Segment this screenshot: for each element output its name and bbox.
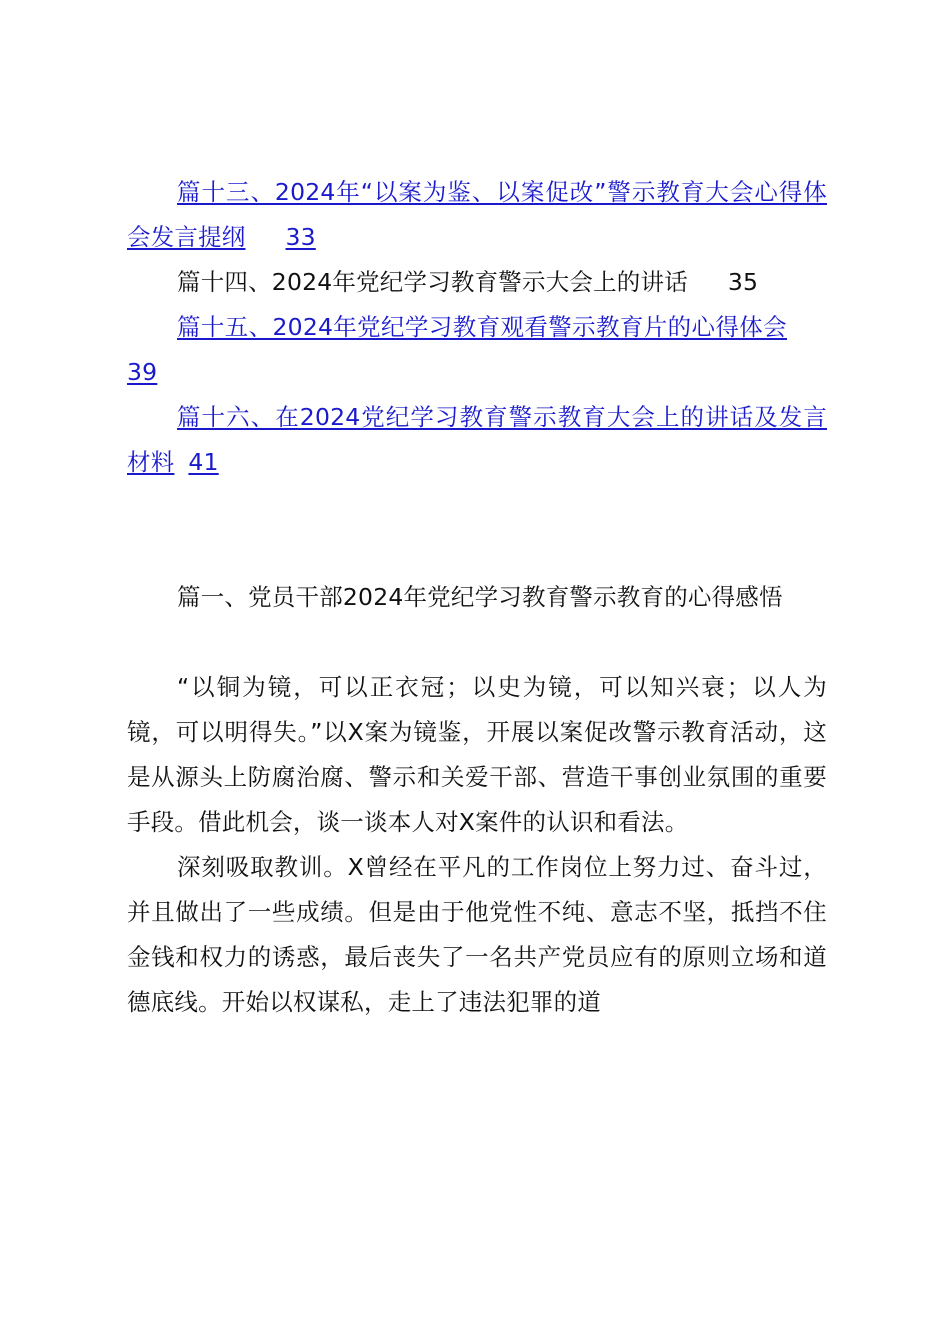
toc-entry-title: 篇十五、2024年党纪学习教育观看警示教育片的心得体会 [177, 313, 787, 341]
page-content [127, 170, 827, 1025]
article-heading: 篇一、党员干部2024年党纪学习教育警示教育的心得感悟 [177, 583, 783, 611]
heading-spacer [127, 620, 827, 665]
toc-entry-page: 33 [285, 223, 316, 251]
article-paragraph-1: “以铜为镜，可以正衣冠；以史为镜，可以知兴衰；以人为镜，可以明得失。”以X案为镜鉴，开展以案促改警示教育活动，这是从源头上防腐治腐、警示和关爱干部、营造干事创业氛围的重要手段。借此机会，谈一谈本人对X案件的认识和看法。 [127, 673, 827, 836]
toc-entry-page: 41 [188, 448, 219, 476]
toc-entry-title: 篇十四、2024年党纪学习教育警示大会上的讲话 [177, 268, 688, 296]
table-of-contents [127, 170, 827, 485]
section-spacer [127, 485, 827, 575]
toc-entry-page: 35 [727, 268, 759, 296]
toc-entry-14[interactable] [127, 260, 827, 305]
article-paragraph-2: 深刻吸取教训。X曾经在平凡的工作岗位上努力过、奋斗过，并且做出了一些成绩。但是由于他党性不纯、意志不坚，抵挡不住金钱和权力的诱惑，最后丧失了一名共产党员应有的原则立场和道德底线。开始以权谋私，走上了违法犯罪的道 [127, 853, 827, 1016]
toc-entry-15[interactable] [127, 305, 827, 395]
toc-entry-page: 39 [127, 358, 158, 386]
toc-entry-title: 篇十三、2024年“以案为鉴、以案促改”警示教育大会心得体会发言提纲 [127, 178, 827, 251]
toc-entry-16[interactable] [127, 395, 827, 485]
toc-entry-13[interactable] [127, 170, 827, 260]
toc-entry-title: 篇十六、在2024党纪学习教育警示教育大会上的讲话及发言材料 [127, 403, 827, 476]
